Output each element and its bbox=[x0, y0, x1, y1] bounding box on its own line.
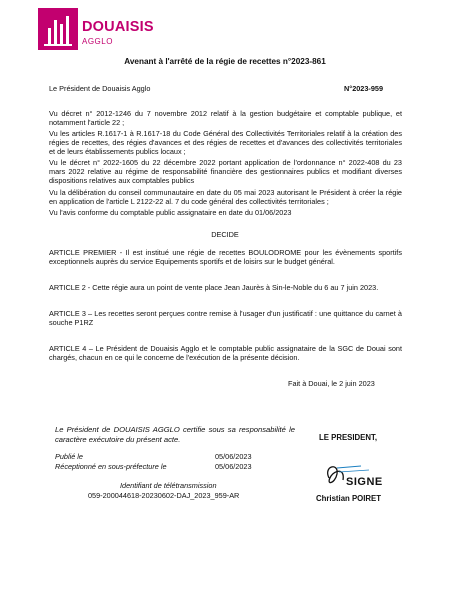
received-label: Réceptionné en sous-préfecture le bbox=[55, 462, 167, 471]
decide-heading: DECIDE bbox=[211, 230, 239, 239]
published-label: Publié le bbox=[55, 452, 83, 461]
visa-5: Vu l'avis conforme du comptable public assignataire en date du 01/06/2023 bbox=[49, 208, 292, 217]
article-3: ARTICLE 3 – Les recettes seront perçues contre remise à l'usager d'un justificatif : une quittance du carnet à souche P1RZ bbox=[49, 309, 402, 328]
douaisis-agglo-logo bbox=[38, 8, 164, 50]
visa-1: Vu décret n° 2012-1246 du 7 novembre 2012 relatif à la gestion budgétaire et comptable publique, et notamment l'article 22 ; bbox=[49, 109, 402, 128]
place-date: Fait à Douai, le 2 juin 2023 bbox=[288, 379, 375, 388]
article-1: ARTICLE PREMIER - Il est institué une régie de recettes BOULODROME pour les évènements sportifs exceptionnels auprès du service Equipements sportifs et de loisirs sur le budget général. bbox=[49, 248, 402, 267]
signature-stamp bbox=[321, 456, 393, 496]
transmission-id-label: Identifiant de télétransmission bbox=[120, 481, 217, 490]
president-label: LE PRESIDENT, bbox=[319, 433, 378, 442]
signed-stamp-text: SIGNE bbox=[346, 476, 383, 488]
article-4: ARTICLE 4 – Le Président de Douaisis Agglo et le comptable public assignataire de la SGC de Douai sont chargés, chacun en ce qui le concerne de l'exécution de la présente décision. bbox=[49, 344, 402, 363]
document-title: Avenant à l'arrêté de la régie de recettes n°2023-861 bbox=[124, 57, 326, 66]
logo-mark-icon bbox=[38, 8, 78, 50]
visa-3: Vu le décret n° 2022-1605 du 22 décembre 2022 portant application de l'ordonnance n° 2022-408 du 23 mars 2022 relative au régime de responsabilité financière des gestionnaires publics et modifiant diverses dispositions relatives aux comptables publics bbox=[49, 158, 402, 186]
logo-sub: AGGLO bbox=[82, 37, 113, 46]
visa-2: Vu les articles R.1617-1 à R.1617-18 du Code Général des Collectivités Territoriales relatif à la création des régies de recettes, des régies d'avances et des régies de recettes et d'avances des collectivités territoriales et de leurs établissements publics locaux ; bbox=[49, 129, 402, 157]
transmission-id-value: 059-200044618-20230602-DAJ_2023_959-AR bbox=[88, 491, 240, 500]
visa-4: Vu la délibération du conseil communautaire en date du 05 mai 2023 autorisant le Président à créer la régie en application de l'article L 2122-22 al. 7 du code général des collectivités territoriales ; bbox=[49, 188, 402, 207]
received-date: 05/06/2023 bbox=[215, 462, 252, 471]
article-2: ARTICLE 2 - Cette régie aura un point de vente place Jean Jaurès à Sin-le-Noble du 6 au 7 juin 2023. bbox=[49, 283, 379, 292]
certification-text: Le Président de DOUAISIS AGGLO certifie sous sa responsabilité le caractère exécutoire du présent acte. bbox=[55, 425, 295, 444]
author-line: Le Président de Douaisis Agglo bbox=[49, 84, 151, 93]
logo-name: DOUAISIS bbox=[82, 19, 154, 35]
published-date: 05/06/2023 bbox=[215, 452, 252, 461]
signatory-name: Christian POIRET bbox=[316, 494, 381, 503]
decision-number: N°2023-959 bbox=[344, 84, 384, 93]
